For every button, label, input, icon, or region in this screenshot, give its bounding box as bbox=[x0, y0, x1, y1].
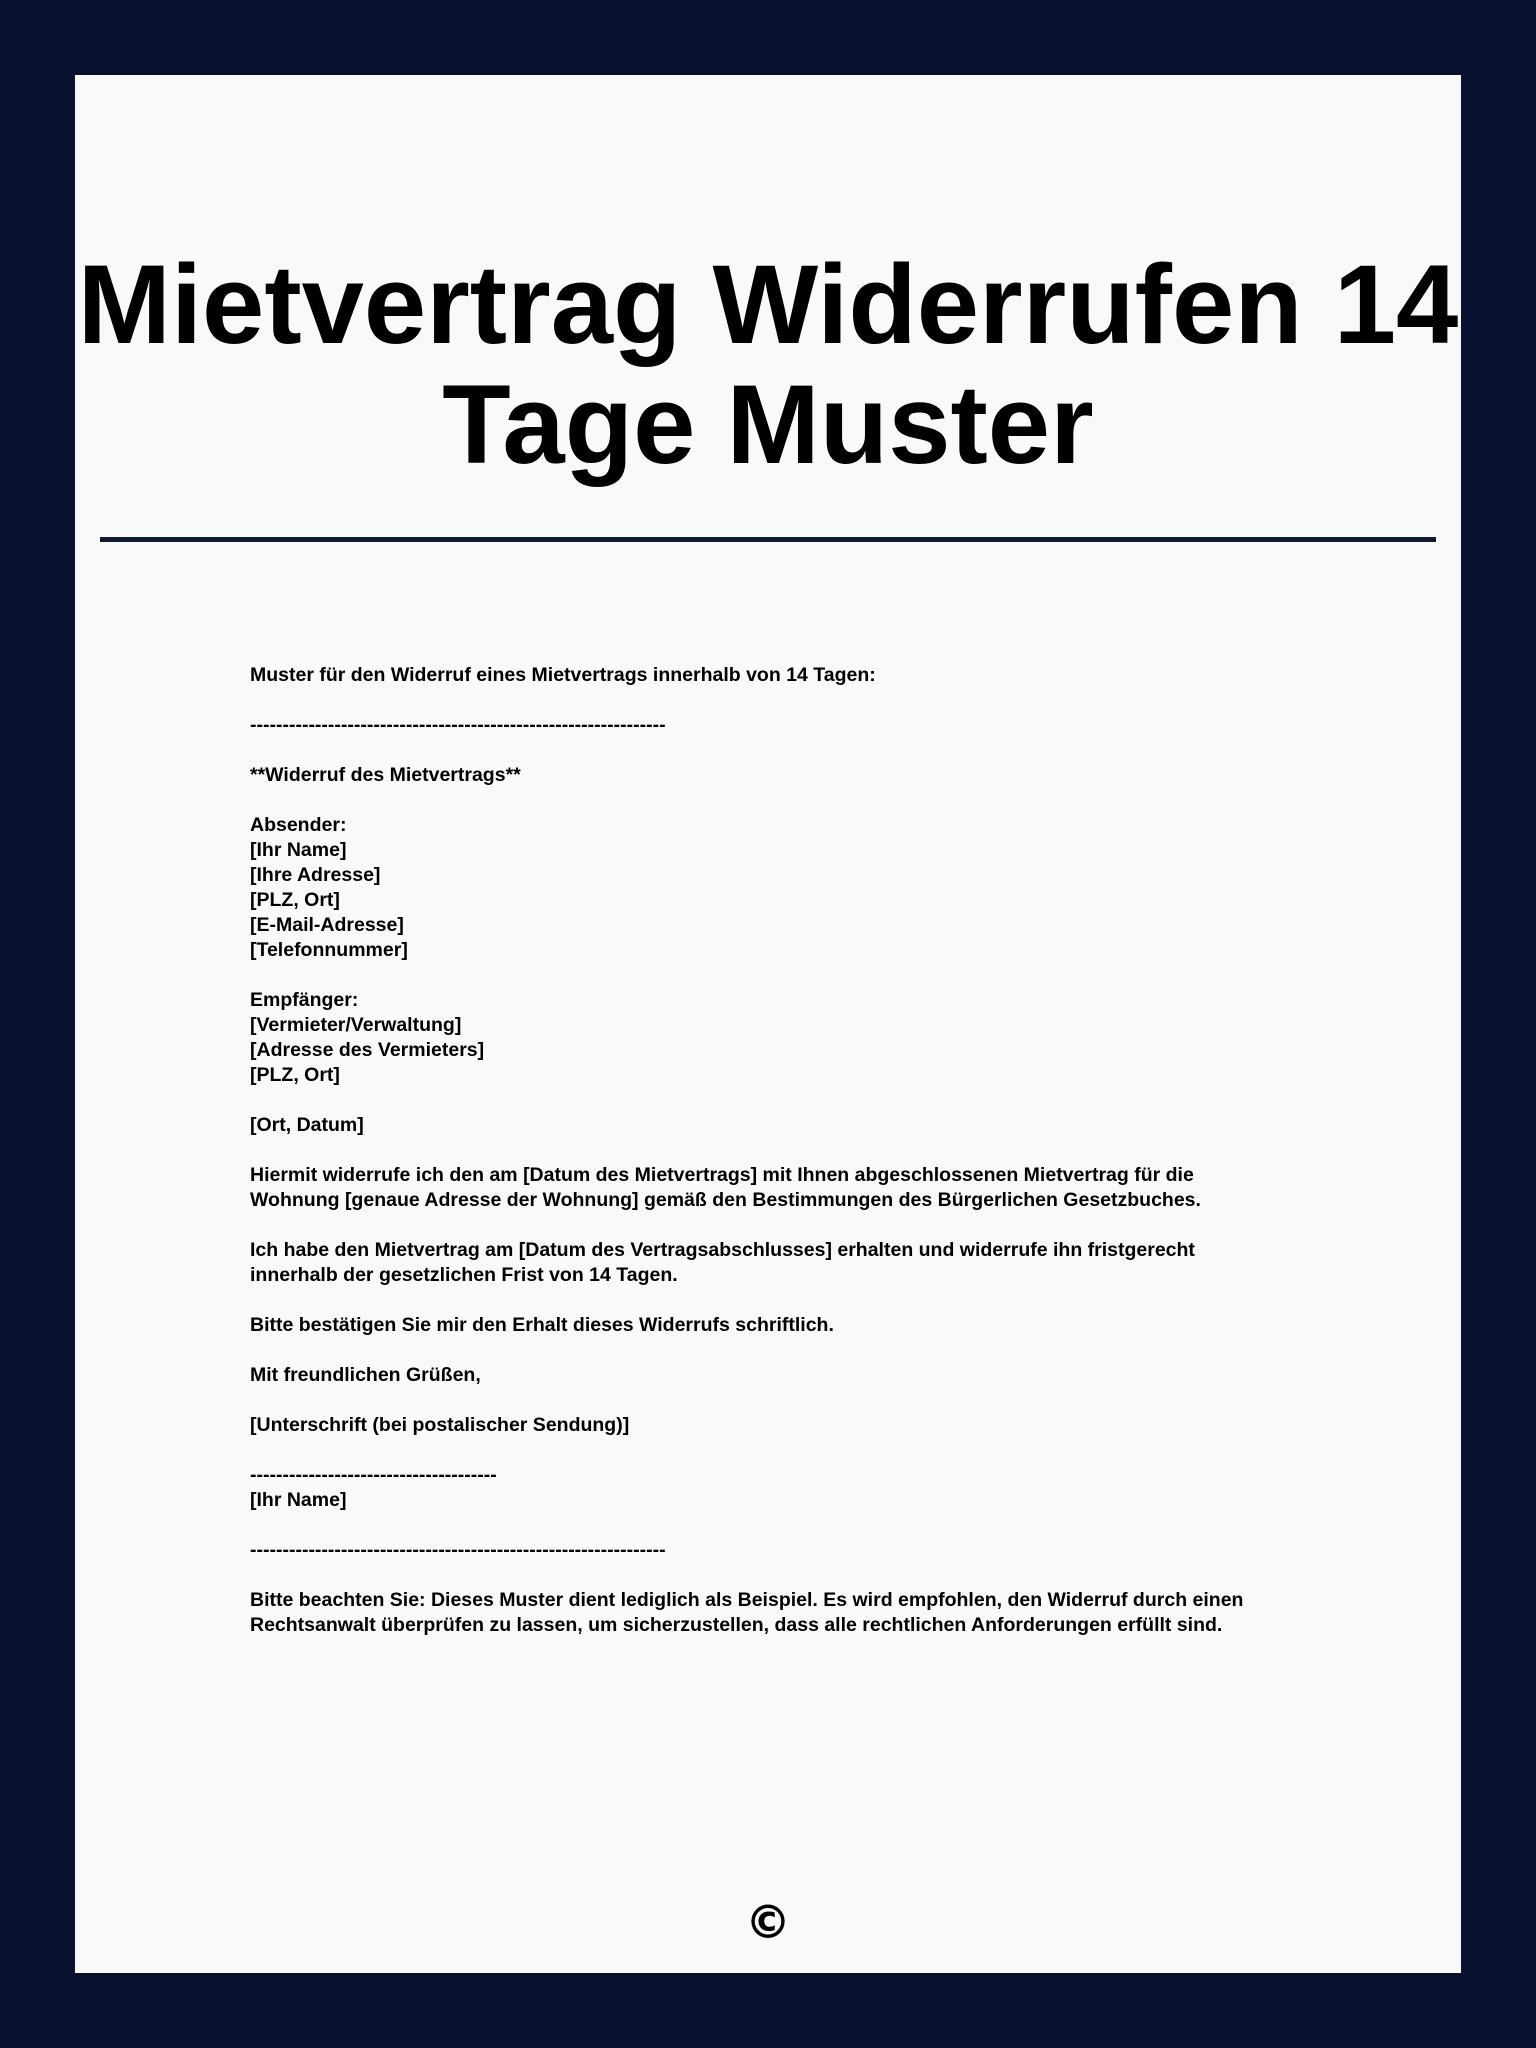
text-line: Bitte bestätigen Sie mir den Erhalt dieses Widerrufs schriftlich. bbox=[250, 1314, 834, 1336]
text-line: Rechtsanwalt überprüfen zu lassen, um sicherzustellen, dass alle rechtlichen Anforderungen erfüllt sind. bbox=[250, 1614, 1223, 1636]
text-line: [Ihr Name] bbox=[250, 1489, 347, 1511]
text-line: Ich habe den Mietvertrag am [Datum des Vertragsabschlusses] erhalten und widerrufe ihn fristgerecht bbox=[250, 1239, 1195, 1261]
text-line: [Unterschrift (bei postalischer Sendung)] bbox=[250, 1414, 630, 1436]
document-page bbox=[75, 75, 1461, 1973]
text-line: [Telefonnummer] bbox=[250, 939, 408, 961]
copyright-icon: © bbox=[745, 1895, 791, 1949]
text-line: [PLZ, Ort] bbox=[250, 889, 340, 911]
blank-line bbox=[250, 1288, 1330, 1313]
text-line: innerhalb der gesetzlichen Frist von 14 Tagen. bbox=[250, 1264, 678, 1286]
blank-line bbox=[250, 1088, 1330, 1113]
blank-line bbox=[250, 1388, 1330, 1413]
text-line: Mit freundlichen Grüßen, bbox=[250, 1364, 481, 1386]
title-divider bbox=[100, 537, 1436, 542]
text-line: [Ort, Datum] bbox=[250, 1114, 364, 1136]
blank-line bbox=[250, 963, 1330, 988]
blank-line bbox=[250, 1438, 1330, 1463]
text-line: ---------------------------------------------------------------- bbox=[250, 714, 666, 736]
blank-line bbox=[250, 1563, 1330, 1588]
text-line: **Widerruf des Mietvertrags** bbox=[250, 764, 521, 786]
text-line: [PLZ, Ort] bbox=[250, 1064, 340, 1086]
text-line: [E-Mail-Adresse] bbox=[250, 914, 404, 936]
blank-line bbox=[250, 1213, 1330, 1238]
text-line: Hiermit widerrufe ich den am [Datum des Mietvertrags] mit Ihnen abgeschlossenen Mietvertrag für die bbox=[250, 1164, 1194, 1186]
blank-line bbox=[250, 738, 1330, 763]
blank-line bbox=[250, 1338, 1330, 1363]
text-line: [Ihre Adresse] bbox=[250, 864, 381, 886]
blank-line bbox=[250, 1513, 1330, 1538]
blank-line bbox=[250, 1138, 1330, 1163]
text-line: Muster für den Widerruf eines Mietvertrags innerhalb von 14 Tagen: bbox=[250, 664, 876, 686]
blank-line bbox=[250, 788, 1330, 813]
text-line: -------------------------------------- bbox=[250, 1464, 497, 1486]
text-line: Wohnung [genaue Adresse der Wohnung] gemäß den Bestimmungen des Bürgerlichen Gesetzbuches. bbox=[250, 1189, 1201, 1211]
text-line: Bitte beachten Sie: Dieses Muster dient lediglich als Beispiel. Es wird empfohlen, den Widerruf durch einen bbox=[250, 1589, 1244, 1611]
text-line: [Vermieter/Verwaltung] bbox=[250, 1014, 462, 1036]
blank-line bbox=[250, 688, 1330, 713]
text-line: [Adresse des Vermieters] bbox=[250, 1039, 485, 1061]
text-line: Absender: bbox=[250, 814, 347, 836]
text-line: [Ihr Name] bbox=[250, 839, 347, 861]
document-title: Mietvertrag Widerrufen 14 Tage Muster bbox=[77, 242, 1459, 487]
text-line: ---------------------------------------------------------------- bbox=[250, 1539, 666, 1561]
letter-body bbox=[250, 663, 1330, 1638]
text-line: Empfänger: bbox=[250, 989, 359, 1011]
